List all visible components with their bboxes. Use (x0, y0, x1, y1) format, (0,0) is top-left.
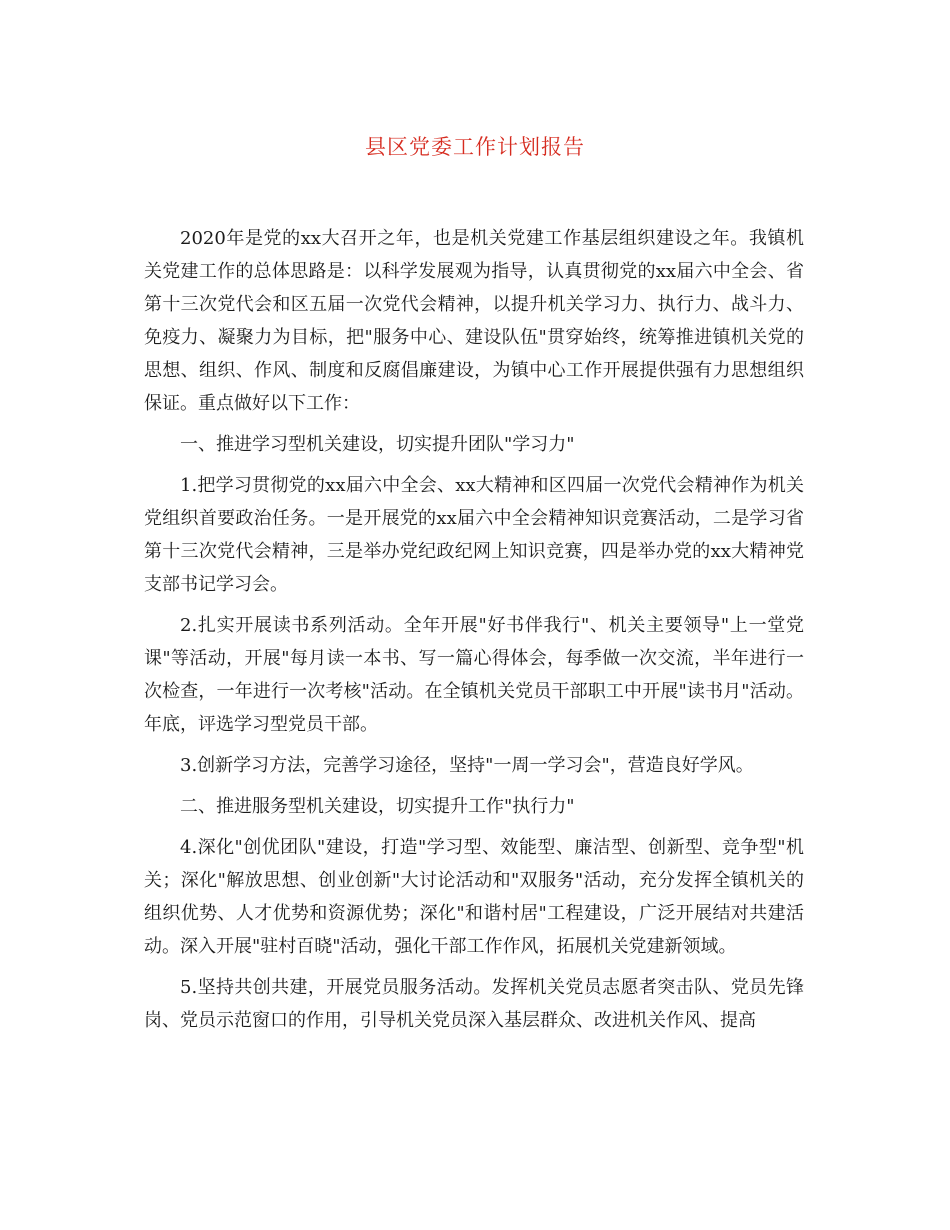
body-paragraph-item-4: 4.深化"创优团队"建设，打造"学习型、效能型、廉洁型、创新型、竞争型"机关；深化"解放思想、创业创新"大讨论活动和"双服务"活动，充分发挥全镇机关的组织优势、人才优势和资源优势；深化"和谐村居"工程建设，广泛开展结对共建活动。深入开展"驻村百晓"活动，强化干部工作作风，拓展机关党建新领域。 (144, 837, 804, 957)
section-heading-1: 一、推进学习型机关建设，切实提升团队"学习力" (180, 434, 575, 455)
body-paragraph-item-3: 3.创新学习方法，完善学习途径，坚持"一周一学习会"，营造良好学风。 (180, 755, 754, 776)
body-paragraph-item-5: 5.坚持共创共建，开展党员服务活动。发挥机关党员志愿者突击队、党员先锋岗、党员示范窗口的作用，引导机关党员深入基层群众、改进机关作风、提高 (144, 977, 804, 1031)
body-paragraph-item-1: 1.把学习贯彻党的xx届六中全会、xx大精神和区四届一次党代会精神作为机关党组织首要政治任务。一是开展党的xx届六中全会精神知识竞赛活动，二是学习省第十三次党代会精神，三是举办党纪政纪网上知识竞赛，四是举办党的xx大精神党支部书记学习会。 (144, 475, 804, 595)
body-paragraph-item-2: 2.扎实开展读书系列活动。全年开展"好书伴我行"、机关主要领导"上一堂党课"等活动，开展"每月读一本书、写一篇心得体会，每季做一次交流，半年进行一次检查，一年进行一次考核"活动。在全镇机关党员干部职工中开展"读书月"活动。年底，评选学习型党员干部。 (144, 615, 804, 735)
document-body (144, 222, 804, 1045)
section-heading-2: 二、推进服务型机关建设，切实提升工作"执行力" (180, 796, 575, 817)
intro-paragraph: 2020年是党的xx大召开之年，也是机关党建工作基层组织建设之年。我镇机关党建工作的总体思路是：以科学发展观为指导，认真贯彻党的xx届六中全会、省第十三次党代会和区五届一次党代会精神，以提升机关学习力、执行力、战斗力、免疫力、凝聚力为目标，把"服务中心、建设队伍"贯穿始终，统筹推进镇机关党的思想、组织、作风、制度和反腐倡廉建设，为镇中心工作开展提供强有力思想组织保证。重点做好以下工作： (144, 228, 804, 414)
document-title: 县区党委工作计划报告 (365, 135, 585, 159)
